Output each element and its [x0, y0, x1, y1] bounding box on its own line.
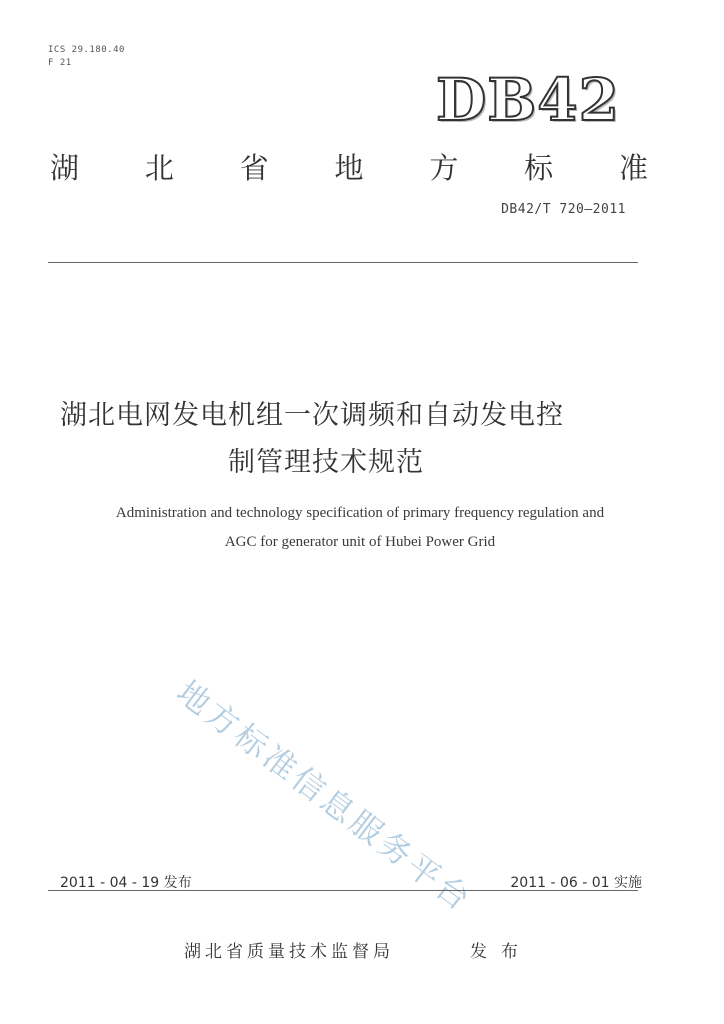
issuing-label: 发布 — [470, 942, 532, 962]
title-char: 湖 — [50, 151, 80, 185]
title-char: 标 — [524, 151, 554, 185]
footer-divider — [48, 890, 638, 891]
ics-code: ICS 29.180.40 — [48, 45, 125, 55]
title-char: 地 — [334, 151, 364, 185]
standard-type-title — [50, 146, 648, 187]
english-title-line-1: Administration and technology specification of primary frequency regulation and — [115, 505, 605, 521]
title-char: 方 — [429, 151, 459, 185]
header-divider — [48, 262, 638, 263]
chinese-title-line-2: 制管理技术规范 — [228, 447, 424, 478]
standard-number: DB42/T 720—2011 — [501, 202, 626, 217]
chinese-title-line-1: 湖北电网发电机组一次调频和自动发电控 — [60, 400, 564, 431]
issuing-authority: 湖北省质量技术监督局 — [184, 942, 394, 962]
english-title-line-2: AGC for generator unit of Hubei Power Grid — [224, 534, 496, 550]
effective-date: 2011 - 06 - 01 实施 — [510, 875, 642, 891]
title-char: 准 — [618, 151, 648, 185]
title-char: 北 — [144, 151, 174, 185]
category-code: F 21 — [48, 58, 72, 68]
watermark-text: 地方标准信息服务平台 — [169, 672, 480, 920]
title-char: 省 — [239, 151, 269, 185]
classification-codes — [48, 44, 125, 70]
db42-logo: DB42 — [435, 66, 620, 134]
issued-date: 2011 - 04 - 19 发布 — [60, 875, 192, 891]
